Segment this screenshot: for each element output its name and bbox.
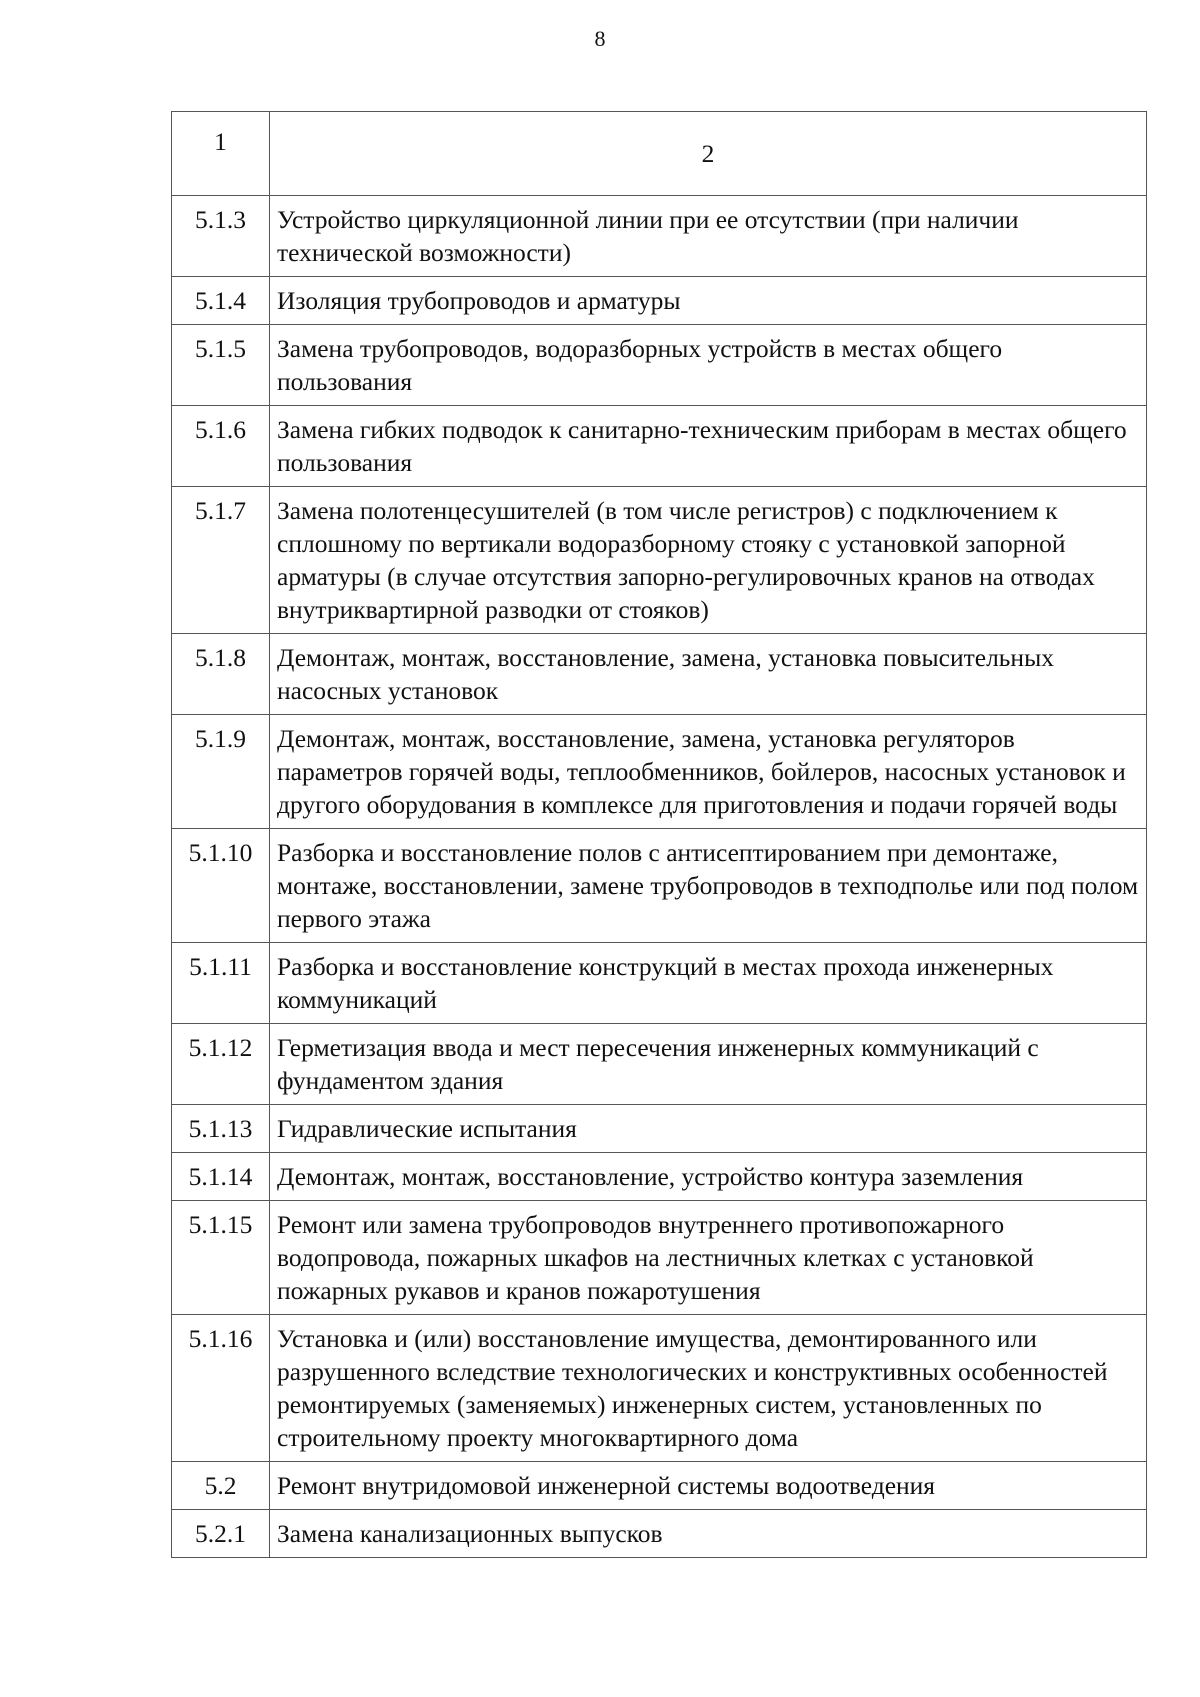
header-cell-text: 2 [270,112,1147,196]
row-text: Герметизация ввода и мест пересечения инженерных коммуникаций с фундаментом здания [270,1024,1147,1105]
works-table-body [172,112,1147,1558]
row-number: 5.1.10 [172,829,270,943]
table-row [172,1201,1147,1315]
table-row [172,943,1147,1024]
row-text: Замена канализационных выпусков [270,1510,1147,1558]
page-number: 8 [594,26,606,51]
row-number: 5.1.8 [172,634,270,715]
table-row [172,634,1147,715]
row-number: 5.1.5 [172,325,270,406]
row-text: Демонтаж, монтаж, восстановление, замена, установка повысительных насосных установок [270,634,1147,715]
row-text: Замена трубопроводов, водоразборных устройств в местах общего пользования [270,325,1147,406]
table-row [172,406,1147,487]
table-row [172,715,1147,829]
table-row [172,325,1147,406]
table-header-row [172,112,1147,196]
table-row [172,487,1147,634]
row-number: 5.1.4 [172,277,270,325]
row-text: Ремонт или замена трубопроводов внутреннего противопожарного водопровода, пожарных шкафов на лестничных клетках с установкой пожарных рукавов и кранов пожаротушения [270,1201,1147,1315]
row-text: Устройство циркуляционной линии при ее отсутствии (при наличии технической возможности) [270,196,1147,277]
row-number: 5.2 [172,1462,270,1510]
table-row [172,1462,1147,1510]
row-text: Замена полотенцесушителей (в том числе регистров) с подключением к сплошному по вертикали водоразборному стояку с установкой запорной арматуры (в случае отсутствия запорно-регулировочных кранов на отводах внутриквартирной разводки от стояков) [270,487,1147,634]
row-number: 5.1.7 [172,487,270,634]
row-text: Замена гибких подводок к санитарно-техническим приборам в местах общего пользования [270,406,1147,487]
table-row [172,1024,1147,1105]
row-number: 5.1.9 [172,715,270,829]
table-row [172,1510,1147,1558]
table-row [172,1153,1147,1201]
row-text: Гидравлические испытания [270,1105,1147,1153]
row-text: Демонтаж, монтаж, восстановление, замена, установка регуляторов параметров горячей воды, теплообменников, бойлеров, насосных установок и другого оборудования в комплексе для приготовления и подачи горячей воды [270,715,1147,829]
row-text: Разборка и восстановление конструкций в местах прохода инженерных коммуникаций [270,943,1147,1024]
row-number: 5.1.11 [172,943,270,1024]
row-number: 5.1.16 [172,1315,270,1462]
table-row [172,1315,1147,1462]
table-row [172,277,1147,325]
row-text: Ремонт внутридомовой инженерной системы водоотведения [270,1462,1147,1510]
row-number: 5.1.15 [172,1201,270,1315]
row-number: 5.1.13 [172,1105,270,1153]
row-text: Изоляция трубопроводов и арматуры [270,277,1147,325]
row-text: Установка и (или) восстановление имущества, демонтированного или разрушенного вследствие технологических и конструктивных особенностей ремонтируемых (заменяемых) инженерных систем, установленных по строительному проекту многоквартирного дома [270,1315,1147,1462]
row-text: Разборка и восстановление полов с антисептированием при демонтаже, монтаже, восстановлении, замене трубопроводов в техподполье или под полом первого этажа [270,829,1147,943]
row-number: 5.1.3 [172,196,270,277]
row-text: Демонтаж, монтаж, восстановление, устройство контура заземления [270,1153,1147,1201]
table-row [172,1105,1147,1153]
row-number: 5.2.1 [172,1510,270,1558]
row-number: 5.1.14 [172,1153,270,1201]
works-table [171,111,1147,1558]
table-row [172,829,1147,943]
row-number: 5.1.6 [172,406,270,487]
header-cell-number: 1 [172,112,270,196]
table-row [172,196,1147,277]
row-number: 5.1.12 [172,1024,270,1105]
